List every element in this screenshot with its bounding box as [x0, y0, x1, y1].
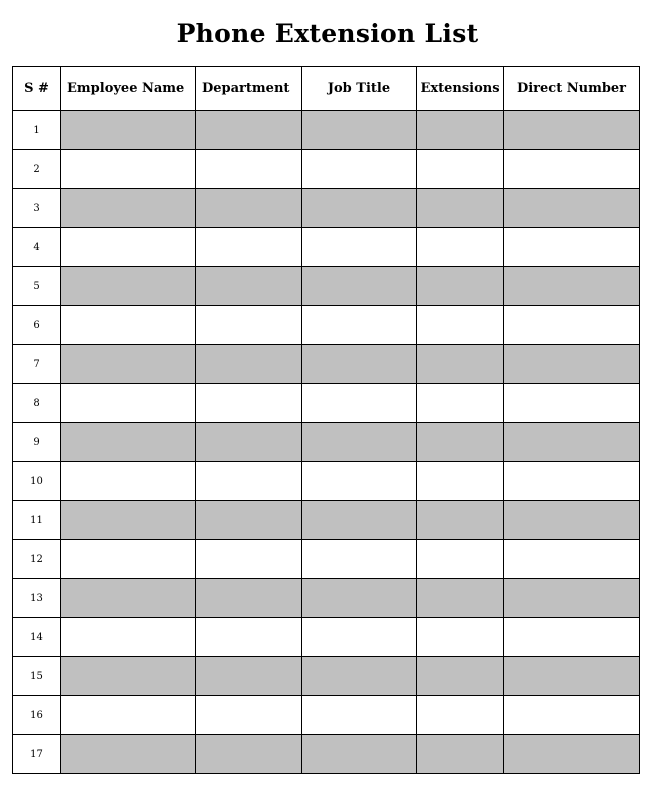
employee-name-cell[interactable] — [61, 579, 196, 618]
department-cell[interactable] — [196, 384, 302, 423]
row-number: 2 — [13, 150, 61, 189]
extensions-cell[interactable] — [417, 189, 504, 228]
extensions-cell[interactable] — [417, 384, 504, 423]
job-title-cell[interactable] — [302, 696, 417, 735]
row-number: 12 — [13, 540, 61, 579]
employee-name-cell[interactable] — [61, 501, 196, 540]
extensions-cell[interactable] — [417, 267, 504, 306]
extensions-cell[interactable] — [417, 306, 504, 345]
department-cell[interactable] — [196, 423, 302, 462]
table-row — [13, 267, 640, 306]
direct-number-cell[interactable] — [504, 618, 640, 657]
direct-number-cell[interactable] — [504, 579, 640, 618]
direct-number-cell[interactable] — [504, 189, 640, 228]
department-cell[interactable] — [196, 501, 302, 540]
table-row — [13, 345, 640, 384]
employee-name-cell[interactable] — [61, 657, 196, 696]
department-cell[interactable] — [196, 345, 302, 384]
extensions-cell[interactable] — [417, 657, 504, 696]
department-cell[interactable] — [196, 150, 302, 189]
row-number: 16 — [13, 696, 61, 735]
header-job-title: Job Title — [302, 67, 417, 111]
phone-extension-table — [12, 66, 640, 774]
employee-name-cell[interactable] — [61, 150, 196, 189]
direct-number-cell[interactable] — [504, 111, 640, 150]
department-cell[interactable] — [196, 228, 302, 267]
table-row — [13, 618, 640, 657]
table-row — [13, 540, 640, 579]
header-employee-name: Employee Name — [61, 67, 196, 111]
row-number: 10 — [13, 462, 61, 501]
row-number: 1 — [13, 111, 61, 150]
extensions-cell[interactable] — [417, 150, 504, 189]
job-title-cell[interactable] — [302, 462, 417, 501]
job-title-cell[interactable] — [302, 306, 417, 345]
extensions-cell[interactable] — [417, 696, 504, 735]
table-header-row — [13, 67, 640, 111]
extensions-cell[interactable] — [417, 423, 504, 462]
direct-number-cell[interactable] — [504, 657, 640, 696]
row-number: 14 — [13, 618, 61, 657]
header-direct-number: Direct Number — [504, 67, 640, 111]
direct-number-cell[interactable] — [504, 267, 640, 306]
department-cell[interactable] — [196, 696, 302, 735]
table-row — [13, 579, 640, 618]
extensions-cell[interactable] — [417, 579, 504, 618]
extensions-cell[interactable] — [417, 618, 504, 657]
employee-name-cell[interactable] — [61, 228, 196, 267]
employee-name-cell[interactable] — [61, 696, 196, 735]
direct-number-cell[interactable] — [504, 228, 640, 267]
employee-name-cell[interactable] — [61, 423, 196, 462]
header-department: Department — [196, 67, 302, 111]
extensions-cell[interactable] — [417, 228, 504, 267]
job-title-cell[interactable] — [302, 228, 417, 267]
department-cell[interactable] — [196, 579, 302, 618]
employee-name-cell[interactable] — [61, 540, 196, 579]
table-row — [13, 501, 640, 540]
job-title-cell[interactable] — [302, 735, 417, 774]
department-cell[interactable] — [196, 267, 302, 306]
employee-name-cell[interactable] — [61, 462, 196, 501]
direct-number-cell[interactable] — [504, 150, 640, 189]
row-number: 4 — [13, 228, 61, 267]
employee-name-cell[interactable] — [61, 306, 196, 345]
employee-name-cell[interactable] — [61, 735, 196, 774]
row-number: 9 — [13, 423, 61, 462]
employee-name-cell[interactable] — [61, 267, 196, 306]
department-cell[interactable] — [196, 735, 302, 774]
direct-number-cell[interactable] — [504, 735, 640, 774]
department-cell[interactable] — [196, 189, 302, 228]
department-cell[interactable] — [196, 540, 302, 579]
direct-number-cell[interactable] — [504, 384, 640, 423]
employee-name-cell[interactable] — [61, 345, 196, 384]
department-cell[interactable] — [196, 306, 302, 345]
table-row — [13, 735, 640, 774]
extensions-cell[interactable] — [417, 111, 504, 150]
job-title-cell[interactable] — [302, 540, 417, 579]
row-number: 3 — [13, 189, 61, 228]
job-title-cell[interactable] — [302, 384, 417, 423]
direct-number-cell[interactable] — [504, 462, 640, 501]
table-row — [13, 111, 640, 150]
job-title-cell[interactable] — [302, 345, 417, 384]
employee-name-cell[interactable] — [61, 189, 196, 228]
direct-number-cell[interactable] — [504, 501, 640, 540]
department-cell[interactable] — [196, 111, 302, 150]
table-row — [13, 189, 640, 228]
table-row — [13, 423, 640, 462]
job-title-cell[interactable] — [302, 618, 417, 657]
table-row — [13, 228, 640, 267]
direct-number-cell[interactable] — [504, 540, 640, 579]
job-title-cell[interactable] — [302, 111, 417, 150]
job-title-cell[interactable] — [302, 150, 417, 189]
job-title-cell[interactable] — [302, 579, 417, 618]
direct-number-cell[interactable] — [504, 306, 640, 345]
job-title-cell[interactable] — [302, 189, 417, 228]
row-number: 11 — [13, 501, 61, 540]
extensions-cell[interactable] — [417, 345, 504, 384]
row-number: 6 — [13, 306, 61, 345]
table-row — [13, 150, 640, 189]
employee-name-cell[interactable] — [61, 111, 196, 150]
job-title-cell[interactable] — [302, 423, 417, 462]
table-row — [13, 306, 640, 345]
row-number: 17 — [13, 735, 61, 774]
department-cell[interactable] — [196, 462, 302, 501]
job-title-cell[interactable] — [302, 657, 417, 696]
header-extensions: Extensions — [417, 67, 504, 111]
table-row — [13, 384, 640, 423]
employee-name-cell[interactable] — [61, 618, 196, 657]
extensions-cell[interactable] — [417, 735, 504, 774]
job-title-cell[interactable] — [302, 501, 417, 540]
row-number: 7 — [13, 345, 61, 384]
direct-number-cell[interactable] — [504, 423, 640, 462]
job-title-cell[interactable] — [302, 267, 417, 306]
page-title: Phone Extension List — [176, 19, 479, 48]
header-serial-number: S # — [13, 67, 61, 111]
table-row — [13, 696, 640, 735]
row-number: 5 — [13, 267, 61, 306]
table-row — [13, 462, 640, 501]
row-number: 15 — [13, 657, 61, 696]
department-cell[interactable] — [196, 657, 302, 696]
department-cell[interactable] — [196, 618, 302, 657]
direct-number-cell[interactable] — [504, 696, 640, 735]
extensions-cell[interactable] — [417, 462, 504, 501]
direct-number-cell[interactable] — [504, 345, 640, 384]
extensions-cell[interactable] — [417, 501, 504, 540]
row-number: 13 — [13, 579, 61, 618]
extensions-cell[interactable] — [417, 540, 504, 579]
table-row — [13, 657, 640, 696]
row-number: 8 — [13, 384, 61, 423]
employee-name-cell[interactable] — [61, 384, 196, 423]
